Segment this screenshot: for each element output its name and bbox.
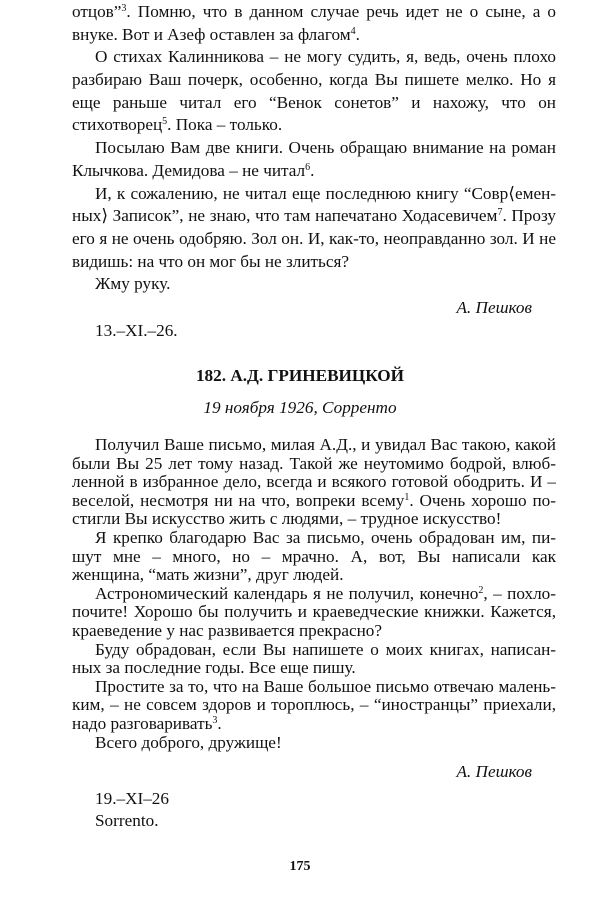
footnote-ref: 3 (121, 3, 127, 14)
previous-letter-body (72, 1, 556, 296)
footnote-ref: 5 (162, 116, 168, 128)
text-line (72, 1, 556, 24)
text-segment: внуке. Вот и Азеф оставлен за флагом (72, 24, 351, 44)
letter-dateline: 19 ноября 1926, Сорренто (203, 398, 397, 417)
text-line (72, 69, 556, 92)
text-segment: ким, – не совсем здоров и тороплюсь, – “иностранцы” приехали, (72, 696, 556, 715)
footnote-ref: 7 (497, 207, 503, 219)
text-segment: были Вы 25 лет тому назад. Такой же неутомимо бодрой, влюб- (72, 454, 556, 473)
text-line (72, 160, 556, 183)
text-segment: шут мне – много, но – мрачно. А, вот, Вы написали как (72, 547, 556, 566)
text-line (72, 529, 556, 548)
text-line (72, 678, 556, 697)
text-segment: . (217, 713, 222, 733)
text-segment: Жму руку. (95, 274, 171, 294)
page-number: 175 (289, 859, 311, 874)
footnote-ref: 2 (478, 584, 484, 596)
text-line (72, 734, 556, 753)
letter-body (72, 436, 556, 752)
text-segment: Буду обрадован, если Вы напишете о моих книгах, написан- (95, 640, 556, 659)
text-segment: И, к сожалению, не читал еще последнюю книгу “Совр⟨емен- (95, 183, 556, 203)
text-segment: . Помню, что в данном случае речь идет не о сыне, а о (126, 2, 556, 21)
text-segment: Клычкова. Демидова – не читал (72, 160, 306, 180)
text-segment: Получил Ваше письмо, милая А.Д., и увидал Вас такою, какой (95, 436, 556, 454)
text-segment: Астрономический календарь я не получил, конечно (95, 584, 479, 603)
text-line (72, 205, 556, 228)
signature-previous: А. Пешков (456, 298, 532, 317)
text-line (72, 455, 556, 474)
date-previous: 13.–XI.–26. (95, 321, 178, 340)
letter-heading: 182. А.Д. ГРИНЕВИЦКОЙ (195, 366, 405, 385)
text-segment: его я не очень одобряю. Зол он. И, как-то, неоправданно зол. И не (72, 228, 556, 248)
text-segment: О стихах Калинникова – не могу судить, я, ведь, очень плохо (95, 47, 556, 67)
text-segment: видишь: на что он мог бы не злиться? (72, 251, 350, 271)
text-segment: . Прозу (502, 206, 556, 226)
letter-place: Sorrento. (95, 811, 159, 830)
text-line (72, 273, 556, 296)
text-segment: веселой, несмотря ни на что, вопреки всему (72, 491, 405, 510)
text-line (72, 585, 556, 604)
text-segment: ных за последние годы. Все еще пишу. (72, 658, 356, 678)
text-segment: , – похло- (483, 584, 556, 603)
text-line (72, 436, 556, 455)
text-segment: женщина, “мать жизни”, друг людей. (72, 565, 344, 585)
text-line (72, 696, 556, 715)
text-line (72, 183, 556, 206)
text-segment: еще раньше читал его “Венок сонетов” и нахожу, что он (72, 92, 556, 112)
text-segment: ных⟩ Записок”, не знаю, что там напечатано Ходасевичем (72, 206, 498, 226)
text-line (72, 510, 556, 529)
text-segment: стихотворец (72, 115, 163, 135)
text-line (72, 566, 556, 585)
text-line (72, 641, 556, 660)
text-line (72, 137, 556, 160)
letter-date: 19.–XI–26 (95, 789, 169, 808)
text-segment: Простите за то, что на Ваше большое письмо отвечаю малень- (95, 677, 556, 696)
text-segment: Я крепко благодарю Вас за письмо, очень обрадован им, пи- (95, 528, 556, 547)
text-segment: Всего доброго, дружище! (95, 732, 282, 752)
signature: А. Пешков (456, 762, 532, 781)
text-segment: ленной в избранное дело, всегда и всякого готовой ободрить. И – (72, 473, 556, 492)
text-line (72, 492, 556, 511)
text-segment: почите! Хорошо бы получить и краеведческие книжки. Кажется, (72, 603, 556, 622)
text-segment: отцов” (72, 2, 122, 21)
text-line (72, 603, 556, 622)
text-segment: . Пока – только. (167, 115, 283, 135)
text-line (72, 251, 556, 274)
text-line (72, 228, 556, 251)
text-line (72, 715, 556, 734)
text-line (72, 473, 556, 492)
text-line (72, 24, 556, 47)
text-segment: краеведение у нас развивается прекрасно? (72, 620, 383, 640)
text-segment: . (355, 24, 360, 44)
footnote-ref: 1 (404, 491, 410, 503)
text-line (72, 114, 556, 137)
footnote-ref: 4 (350, 25, 356, 37)
footnote-ref: 6 (305, 161, 311, 173)
text-line (72, 622, 556, 641)
footnote-ref: 3 (212, 714, 218, 726)
text-segment: Посылаю Вам две книги. Очень обращаю внимание на роман (95, 138, 556, 158)
text-line (72, 92, 556, 115)
text-segment: надо разговаривать (72, 713, 213, 733)
text-segment: стигли Вы искусство жить с людями, – трудное искусство! (72, 509, 502, 529)
text-segment: разбираю Ваш почерк, особенно, когда Вы пишете мелко. Но я (72, 70, 556, 90)
text-segment: . Очень хорошо по- (409, 491, 556, 510)
text-segment: . (310, 160, 315, 180)
text-line (72, 659, 556, 678)
text-line (72, 46, 556, 69)
text-line (72, 548, 556, 567)
